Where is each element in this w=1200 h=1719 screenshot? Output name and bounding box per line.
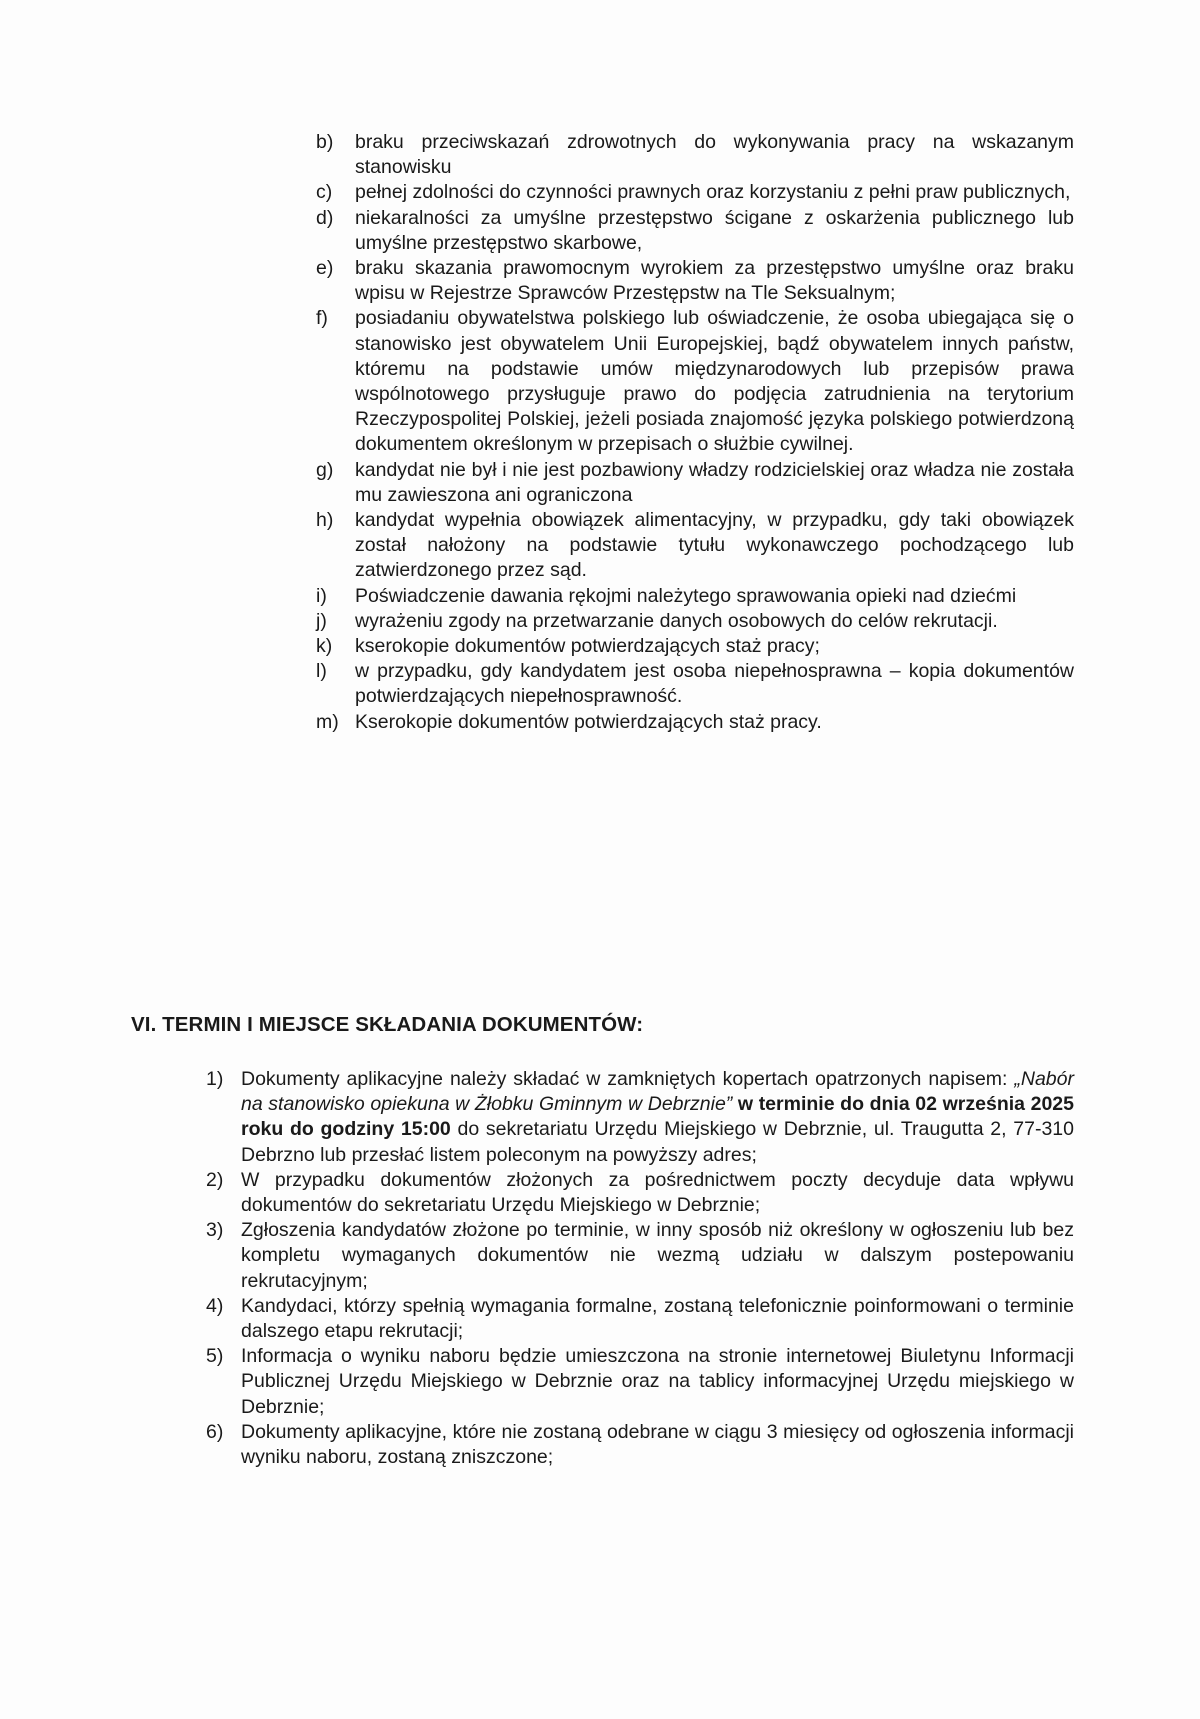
item-text: kandydat wypełnia obowiązek alimentacyjny, w przypadku, gdy taki obowiązek został nałożony na podstawie tytułu wykonawczego pochodzącego lub zatwierdzonego przez sąd. [355,509,1074,582]
item-text-suffix: do sekretariatu Urzędu Miejskiego w Debrznie, ul. Traugutta 2, 77-310 Debrzno lub przesłać listem poleconym na powyższy adres; [241,1118,1074,1166]
item-label: 2) [206,1168,224,1191]
list-item [316,306,1074,457]
list-item [316,508,1074,584]
section-heading: VI. TERMIN I MIEJSCE SKŁADANIA DOKUMENTÓW: [131,1013,644,1036]
item-label: 1) [206,1068,224,1090]
item-text: posiadaniu obywatelstwa polskiego lub oświadczenie, że osoba ubiegająca się o stanowisko jest obywatelem Unii Europejskiej, bądź obywatelem innych państw, któremu na podstawie umów międzynarodowych lub przepisów prawa wspólnotowego przysługuje prawo do podjęcia zatrudnienia na terytorium Rzeczypospolitej Polskiej, jeżeli posiada znajomość języka polskiego potwierdzoną dokumentem określonym w przepisach o służbie cywilnej. [355,307,1074,456]
list-item [316,609,1074,634]
item-text: Kserokopie dokumentów potwierdzających staż pracy. [355,710,822,733]
list-item [206,1344,1074,1420]
item-label: h) [316,509,334,532]
item-label: i) [316,584,327,607]
item-text: niekaralności za umyślne przestępstwo ścigane z oskarżenia publicznego lub umyślne przestępstwo skarbowe, [355,206,1074,254]
list-item [316,180,1074,205]
list-item [316,710,1074,735]
item-label: f) [316,307,328,330]
item-label: k) [316,635,333,658]
item-label: 3) [206,1219,224,1242]
item-label: 5) [206,1345,224,1368]
item-text: Poświadczenie dawania rękojmi należytego sprawowania opieki nad dziećmi [355,584,1017,607]
list-item [206,1294,1074,1344]
list-item [206,1067,1074,1168]
item-text: Zgłoszenia kandydatów złożone po terminie, w inny sposób niż określony w ogłoszeniu lub bez kompletu wymaganych dokumentów nie wezmą udziału w dalszym postepowaniu rekrutacyjnym; [241,1219,1074,1292]
item-label: 6) [206,1420,224,1443]
item-text: Dokumenty aplikacyjne, które nie zostaną odebrane w ciągu 3 miesięcy od ogłoszenia informacji wyniku naboru, zostaną zniszczone; [241,1420,1074,1469]
deadline-text: w terminie do dnia 02 września 2025 roku do godziny 15:00 [241,1093,1074,1141]
item-label: c) [316,181,333,204]
item-label: e) [316,257,334,280]
item-text: Kandydaci, którzy spełnią wymagania formalne, zostaną telefonicznie poinformowani o terminie dalszego etapu rekrutacji; [241,1294,1074,1343]
item-text: kserokopie dokumentów potwierdzających staż pracy; [355,635,820,658]
envelope-caption: „Nabór na stanowisko opiekuna w Żłobku Gminnym w Debrznie” [241,1068,1074,1116]
list-item [316,458,1074,508]
item-label: l) [316,660,327,683]
item-text: w przypadku, gdy kandydatem jest osoba niepełnosprawna – kopia dokumentów potwierdzających niepełnosprawność. [355,660,1074,708]
item-text: pełnej zdolności do czynności prawnych oraz korzystaniu z pełni praw publicznych, [355,181,1071,204]
item-text: W przypadku dokumentów złożonych za pośrednictwem poczty decyduje data wpływu dokumentów do sekretariatu Urzędu Miejskiego w Debrznie; [241,1168,1074,1217]
list-item [316,130,1074,180]
item-text-prefix: Dokumenty aplikacyjne należy składać w zamkniętych kopertach opatrzonych napisem: [241,1068,1015,1090]
item-text [241,1067,1074,1168]
item-text: Informacja o wyniku naboru będzie umieszczona na stronie internetowej Biuletynu Informacji Publicznej Urzędu Miejskiego w Debrznie oraz na tablicy informacyjnej Urzędu miejskiego w Debrznie; [241,1345,1074,1418]
requirements-list [316,130,1074,735]
item-text: braku skazania prawomocnym wyrokiem za przestępstwo umyślne oraz braku wpisu w Rejestrze Sprawców Przestępstw na Tle Seksualnym; [355,257,1074,305]
list-item [206,1168,1074,1218]
submission-terms-list [206,1067,1074,1470]
item-text: braku przeciwskazań zdrowotnych do wykonywania pracy na wskazanym stanowisku [355,131,1074,179]
item-label: b) [316,131,334,153]
list-item [316,634,1074,659]
item-text: kandydat nie był i nie jest pozbawiony władzy rodzicielskiej oraz władza nie została mu zawieszona ani ograniczona [355,458,1074,506]
item-label: j) [316,609,327,632]
list-item [316,256,1074,306]
list-item [316,584,1074,609]
list-item [206,1218,1074,1294]
item-label: g) [316,458,334,481]
item-label: 4) [206,1294,224,1317]
list-item [316,659,1074,709]
list-item [206,1420,1074,1470]
item-label: d) [316,206,334,229]
item-text: wyrażeniu zgody na przetwarzanie danych osobowych do celów rekrutacji. [355,609,998,632]
list-item [316,206,1074,256]
item-label: m) [316,710,339,733]
